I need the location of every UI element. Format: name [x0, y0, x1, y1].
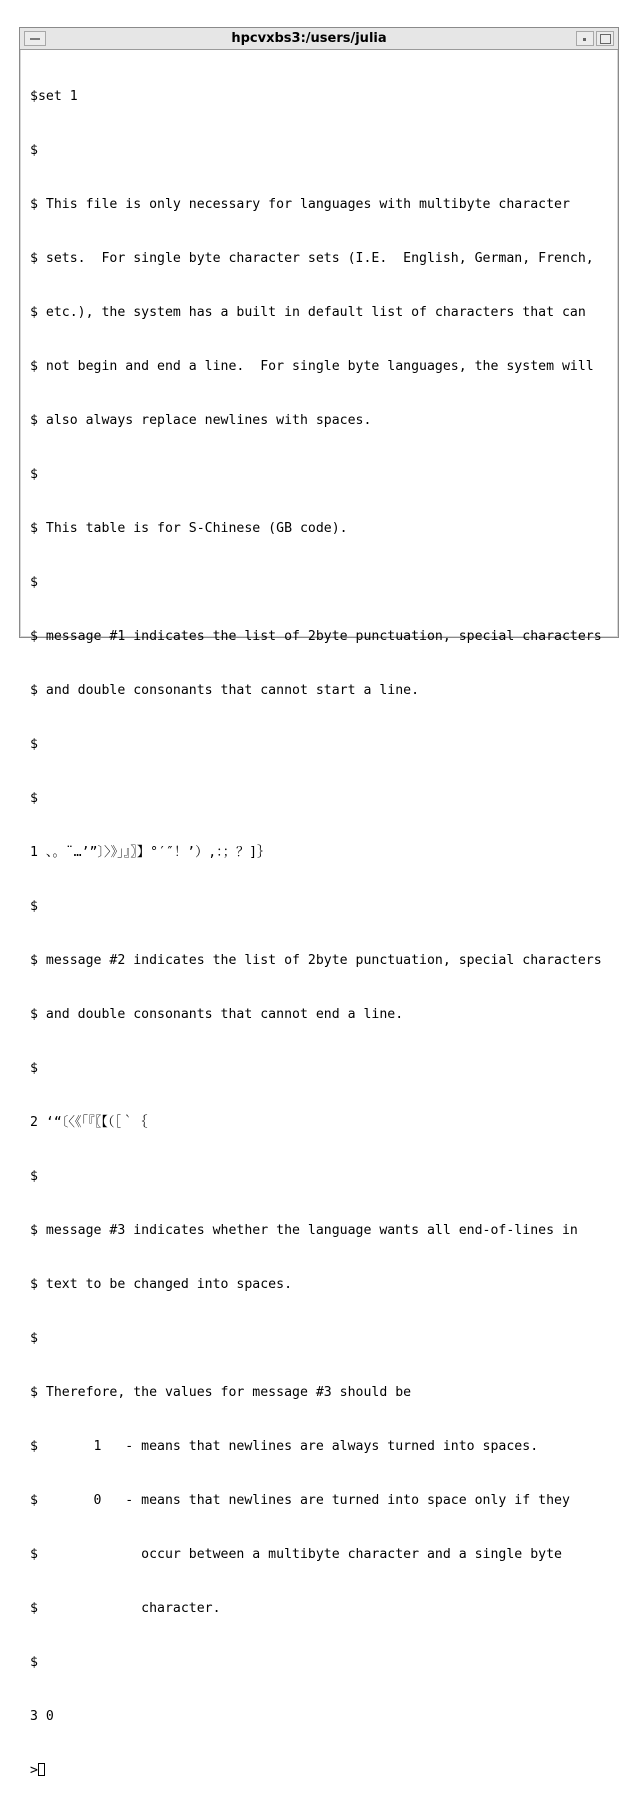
- terminal-line: $ character.: [30, 1601, 221, 1616]
- terminal-line: $ also always replace newlines with spaces.: [30, 413, 372, 428]
- terminal-line: $ message #2 indicates the list of 2byte punctuation, special characters: [30, 953, 602, 968]
- terminal-line: $ text to be changed into spaces.: [30, 1277, 293, 1292]
- terminal-line: $: [30, 791, 38, 806]
- window-title: hpcvxbs3:/users/julia: [231, 31, 387, 46]
- terminal-line: 1 、。¨…’”〕〉》」』〗】°′″！’）,：；？]｝: [30, 845, 271, 860]
- shell-prompt: >: [30, 1763, 38, 1778]
- window-menu-button[interactable]: [24, 31, 46, 46]
- terminal-line: $ sets. For single byte character sets (I.E. English, German, French,: [30, 251, 594, 266]
- maximize-button[interactable]: [596, 31, 614, 46]
- text-cursor: [38, 1763, 45, 1776]
- terminal-line: $set 1: [30, 89, 78, 104]
- terminal-window: [19, 27, 619, 1778]
- terminal-line: $ This file is only necessary for languages with multibyte character: [30, 197, 570, 212]
- terminal-line: $ message #3 indicates whether the language wants all end-of-lines in: [30, 1223, 578, 1238]
- terminal-line: $: [30, 467, 38, 482]
- terminal-line: $: [30, 1655, 38, 1670]
- terminal-line: $ not begin and end a line. For single byte languages, the system will: [30, 359, 594, 374]
- terminal-line: 3 0: [30, 1709, 54, 1724]
- terminal-line: $: [30, 1331, 38, 1346]
- terminal-line: $ and double consonants that cannot start a line.: [30, 683, 420, 698]
- terminal-line: $: [30, 737, 38, 752]
- terminal-line: $: [30, 143, 38, 158]
- terminal-line: $ and double consonants that cannot end a line.: [30, 1007, 404, 1022]
- terminal-line: $ Therefore, the values for message #3 should be: [30, 1385, 412, 1400]
- terminal-line: $: [30, 1061, 38, 1076]
- terminal-content[interactable]: [30, 52, 610, 1778]
- terminal-line: $ 1 - means that newlines are always turned into spaces.: [30, 1439, 539, 1454]
- terminal-line: $ etc.), the system has a built in default list of characters that can: [30, 305, 586, 320]
- title-bar[interactable]: [20, 28, 618, 50]
- terminal-line: $ message #1 indicates the list of 2byte punctuation, special characters: [30, 629, 602, 644]
- terminal-line: $ occur between a multibyte character and a single byte: [30, 1547, 562, 1562]
- terminal-line: $: [30, 575, 38, 590]
- prompt-line[interactable]: [30, 1762, 610, 1780]
- terminal-line: $: [30, 1169, 38, 1184]
- minimize-button[interactable]: [576, 31, 594, 46]
- terminal-line: $: [30, 899, 38, 914]
- terminal-line: $ 0 - means that newlines are turned into space only if they: [30, 1493, 570, 1508]
- terminal-line: $ This table is for S-Chinese (GB code).: [30, 521, 348, 536]
- terminal-line: 2 ‘“〔〈《「『〖【（［｀｛: [30, 1115, 148, 1130]
